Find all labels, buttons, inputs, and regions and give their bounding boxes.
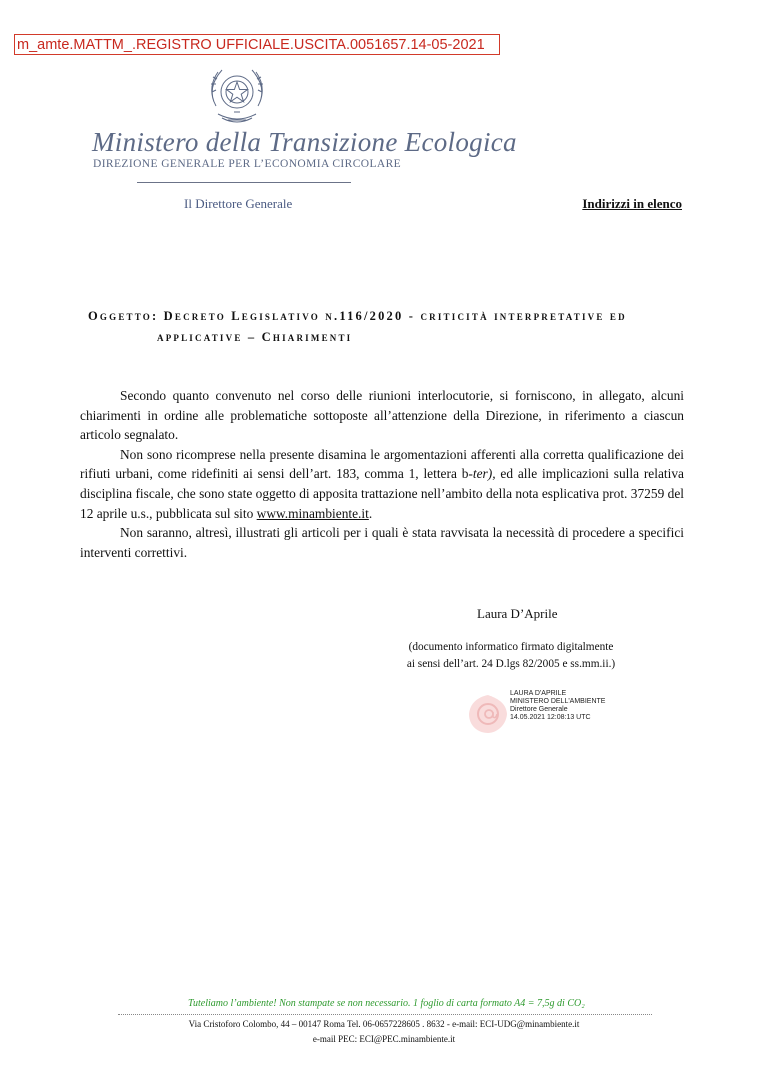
footer-divider <box>118 1014 652 1015</box>
p2-text-1: Non sono ricomprese nella presente disamina le argomentazioni afferenti alla corretta qualificazione dei rifiuti urbani, come ridefiniti ai sensi dell’art. 183, comma 1, lettera b- <box>80 446 684 482</box>
signature-note-line-1: (documento informatico firmato digitalmente <box>408 641 614 653</box>
stamp-line-2: MINISTERO DELL'AMBIENTE <box>510 698 606 705</box>
p2-text-2: ed alle implicazioni sulla relativa disciplina fiscale, che sono state oggetto di apposita trattazione nell’ambito della nota esplicativa prot. 37259 del 12 aprile u.s., pubblicata sul sito <box>80 466 684 521</box>
stamp-line-1: LAURA D'APRILE <box>510 690 567 697</box>
body-paragraph-1: Secondo quanto convenuto nel corso delle riunioni interlocutorie, si forniscono, in allegato, alcuni chiarimenti in ordine alle problematiche sottoposte all’attenzione della Direzione, in riferimento a ciascun articolo segnalato. <box>80 388 684 443</box>
signer-name: Laura D’Aprile <box>477 606 558 621</box>
signature-note-line-2: ai sensi dell’art. 24 D.lgs 82/2005 e ss.mm.ii.) <box>406 658 616 670</box>
body-paragraph-3: Non saranno, altresì, illustrati gli articoli per i quali è stata ravvisata la necessità di procedere a specifici interventi correttivi. <box>80 525 684 560</box>
header-divider <box>137 182 351 183</box>
digital-signature-seal-icon <box>466 692 510 736</box>
office-title: Il Direttore Generale <box>184 196 293 211</box>
stamp-line-4: 14.05.2021 12:08:13 UTC <box>510 714 591 721</box>
signature-note <box>398 639 624 673</box>
subject-line-1: Oggetto: Decreto Legislativo n.116/2020 - criticità interpretative ed <box>88 309 627 323</box>
p2-end: . <box>368 505 373 521</box>
signature-stamp-text <box>510 690 605 722</box>
footer-pec: e-mail PEC: ECI@PEC.minambiente.it <box>312 1034 456 1044</box>
stamp-line-3: Direttore Generale <box>510 706 568 713</box>
protocol-stamp: m_amte.MATTM_.REGISTRO UFFICIALE.USCITA.0051657.14-05-2021 <box>14 34 500 55</box>
italian-republic-emblem-icon <box>204 62 270 130</box>
subject-heading <box>88 306 684 348</box>
directorate-name: DIREZIONE GENERALE PER L’ECONOMIA CIRCOLARE <box>93 158 402 170</box>
letter-body <box>80 386 684 562</box>
footer-address: Via Cristoforo Colombo, 44 – 00147 Roma Tel. 06-0657228605 . 8632 - e-mail: ECI-UDG@minambiente.it <box>188 1019 580 1029</box>
subject-line-2: applicative – Chiarimenti <box>157 330 353 344</box>
ministry-name: Ministero della Transizione Ecologica <box>92 127 517 157</box>
recipients-label: Indirizzi in elenco <box>582 196 682 211</box>
minambiente-link[interactable]: www.minambiente.it <box>256 505 369 521</box>
p2-ter: ter), <box>472 466 496 482</box>
eco-note: Tuteliamo l’ambiente! Non stampate se non necessario. 1 foglio di carta formato A4 = 7,5g di CO₂ <box>188 998 585 1009</box>
body-paragraph-2 <box>80 445 684 523</box>
